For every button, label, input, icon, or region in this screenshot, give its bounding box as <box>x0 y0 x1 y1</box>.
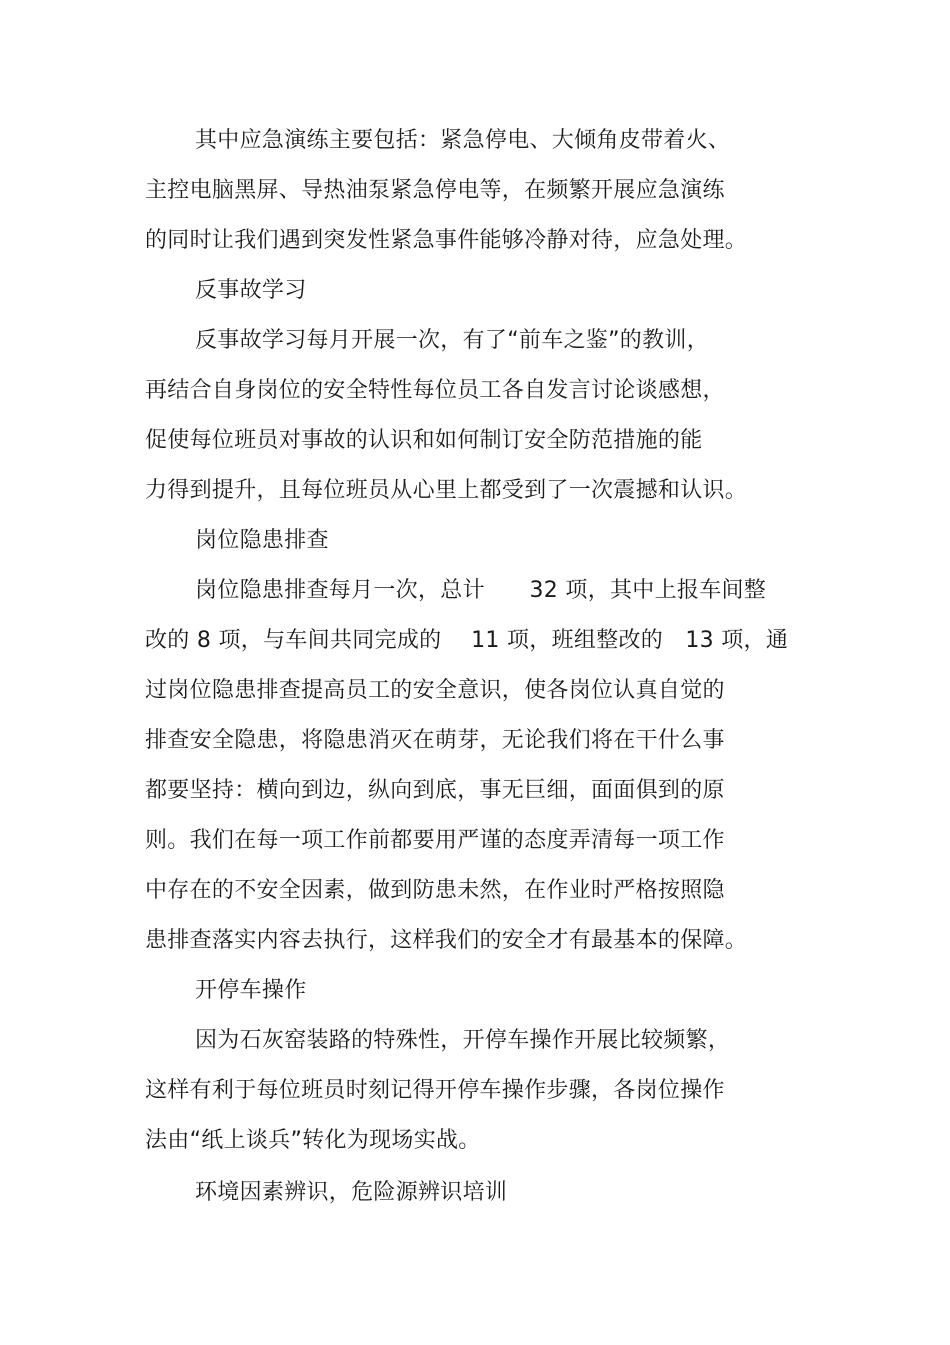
paragraph-line: 则。我们在每一项工作前都要用严谨的态度弄清每一项工作 <box>145 828 725 853</box>
section-heading: 环境因素辨识，危险源辨识培训 <box>195 1180 508 1205</box>
paragraph-line: 主控电脑黑屏、导热油泵紧急停电等，在频繁开展应急演练 <box>145 178 725 203</box>
paragraph-line: 的同时让我们遇到突发性紧急事件能够冷静对待，应急处理。 <box>145 228 748 253</box>
paragraph-line: 岗位隐患排查每月一次，总计 32 项，其中上报车间整 <box>195 578 767 603</box>
paragraph-line: 排查安全隐患，将隐患消灭在萌芽，无论我们将在干什么事 <box>145 728 725 753</box>
paragraph-line: 患排查落实内容去执行，这样我们的安全才有最基本的保障。 <box>145 928 748 953</box>
paragraph-line: 中存在的不安全因素，做到防患未然，在作业时严格按照隐 <box>145 878 725 903</box>
paragraph-line: 促使每位班员对事故的认识和如何制订安全防范措施的能 <box>145 428 703 453</box>
paragraph-line: 因为石灰窑装路的特殊性，开停车操作开展比较频繁， <box>195 1028 731 1053</box>
paragraph-line: 过岗位隐患排查提高员工的安全意识，使各岗位认真自觉的 <box>145 678 725 703</box>
section-heading: 反事故学习 <box>195 278 307 303</box>
paragraph-line: 反事故学习每月开展一次，有了“前车之鉴”的教训， <box>195 328 709 353</box>
paragraph-line: 力得到提升，且每位班员从心里上都受到了一次震撼和认识。 <box>145 478 748 503</box>
paragraph-line: 改的 8 项，与车间共同完成的 11 项，班组整改的 13 项，通 <box>145 628 789 653</box>
paragraph-line: 法由“纸上谈兵”转化为现场实战。 <box>145 1128 481 1153</box>
section-heading: 开停车操作 <box>195 978 307 1003</box>
paragraph-line: 这样有利于每位班员时刻记得开停车操作步骤，各岗位操作 <box>145 1078 725 1103</box>
paragraph-line: 其中应急演练主要包括：紧急停电、大倾角皮带着火、 <box>195 128 731 153</box>
paragraph-line: 都要坚持：横向到边，纵向到底，事无巨细，面面俱到的原 <box>145 778 725 803</box>
section-heading: 岗位隐患排查 <box>195 528 329 553</box>
paragraph-line: 再结合自身岗位的安全特性每位员工各自发言讨论谈感想， <box>145 378 725 403</box>
